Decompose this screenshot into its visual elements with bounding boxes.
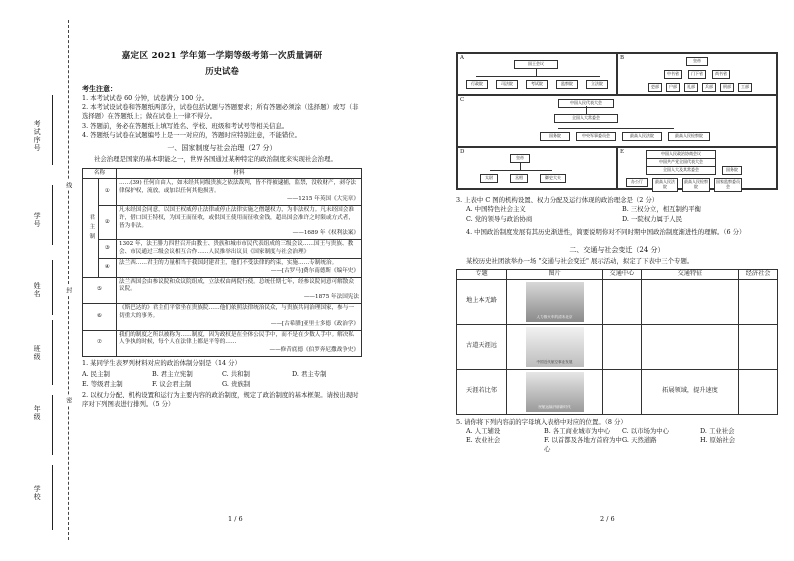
option: B. 君主立宪制 (152, 370, 193, 379)
photo-caption: 民航运输开辟新时代 (538, 405, 571, 410)
diagram-box: 监察院 (556, 80, 578, 89)
structure-diagrams (456, 52, 778, 190)
diagram-box: 办公厅 (626, 178, 648, 187)
diagram-box: 全国人大及其常委会 (646, 166, 716, 175)
diagram-label: D (460, 149, 465, 155)
diagram-box: 国务院 (722, 166, 742, 175)
table-header-row (83, 168, 362, 179)
material-text: 法兰西……君主的力量相当于我国封建君主，他们不受法律的约束，实施……专制统治。 (119, 259, 338, 266)
diagram-box: 门下省 (688, 70, 706, 79)
answer-cell (603, 279, 642, 324)
diagram-box: 国务院 (540, 132, 570, 141)
diagram-a (457, 53, 617, 95)
row-number: ⑦ (83, 330, 117, 356)
row-number: ② (98, 205, 116, 239)
table-row (83, 304, 362, 330)
page-number-1: 1 / 6 (228, 515, 243, 523)
diagram-box: 最高人民法院 (622, 132, 662, 141)
transport-table (456, 269, 778, 415)
margin-label-school: 学校 (33, 485, 42, 501)
diagram-box: 皇帝 (510, 154, 530, 163)
material-text: 凡未经国会同意，以国王权威停止法律或停止法律实施之僭越权力，为非法权力。凡未经国会准许，借口国王特权，为国王而征收，或供国王使用而征收金钱，超出国会准许之时限或方式者，皆为非法。 (119, 206, 354, 229)
notice-item: 1. 本考试试卷 60 分钟，试卷满分 100 分。 (82, 93, 209, 102)
margin-line (52, 95, 53, 165)
answer-cell (641, 279, 738, 324)
material-table (82, 168, 362, 357)
option: F. 以首都及各地方首府为中心 (544, 436, 622, 454)
table-header-material: 材料 (117, 168, 362, 179)
option: G. 天然道路 (622, 436, 657, 445)
table-row (457, 324, 778, 369)
photo-cell (507, 279, 603, 324)
topic-cell: 地上本无路 (457, 279, 507, 324)
row-material (117, 258, 362, 277)
margin-line (52, 395, 53, 455)
diagram-box: 中国人民代表大会 (558, 99, 614, 108)
seal-mark-line: 线 (64, 182, 72, 188)
option: D. 一院权力属于人民 (622, 214, 683, 223)
option: D. 工业社会 (700, 426, 735, 435)
question-5-options (456, 427, 778, 455)
photo-caption: 人力推火车的清末北京 (536, 315, 573, 320)
diagram-b (617, 53, 777, 95)
diagram-box: 行政院 (466, 80, 488, 89)
table-row (83, 205, 362, 239)
diagram-label: B (620, 55, 625, 61)
page-number-2: 2 / 6 (600, 515, 615, 523)
col-header: 交通中心 (603, 269, 642, 279)
topic-cell: 天涯若比邻 (457, 369, 507, 414)
diagram-box: 吏部 (648, 83, 662, 92)
diagram-box: 立法院 (586, 80, 608, 89)
seal-line (68, 20, 69, 540)
group-label: 君主制 (83, 179, 99, 277)
diagram-box: 司法院 (496, 80, 518, 89)
option: C. 党的领导与政治协商 (466, 214, 533, 223)
question-2: 2. 以权力分配、机构设置和运行为主要内容的政治制度，规定了政治制度的基本框架。请按出现时序对下列图表进行排列。（5 分） (82, 390, 359, 409)
seal-mark-secret: 密 (64, 397, 72, 403)
diagram-box: 考试院 (526, 80, 548, 89)
notice-heading: 考生注意： (82, 83, 117, 93)
answer-cell (739, 324, 778, 369)
photo-cell (507, 324, 603, 369)
diagram-box: 尚书省 (712, 70, 730, 79)
diagram-box: 国王会议 (514, 60, 558, 69)
answer-cell (739, 369, 778, 414)
diagram-box: 兵部 (702, 83, 716, 92)
option: D. 君主专制 (292, 370, 327, 379)
photo-caption: 中国近代航空事业发展 (536, 360, 573, 365)
row-number: ① (98, 179, 116, 205)
option: H. 原始社会 (700, 436, 736, 445)
margin-line (52, 260, 53, 315)
diagram-box: 中国共产党全国代表大会 (646, 158, 716, 167)
notice-item: 3. 答题前，务必在答题纸上填写姓名、学校、班级和考试号等相关信息。 (82, 121, 289, 130)
notice-item: 2. 本考试设试卷和答题纸两部分，试卷包括试题与答题要求；所有答题必须涂（选择题）或写（非选择题）在答题纸上；做在试卷上一律不得分。 (82, 103, 359, 121)
table-header-row (457, 269, 778, 279)
table-row (83, 277, 362, 303)
exam-title: 嘉定区 2021 学年第一学期等级考第一次质量调研 (121, 51, 323, 61)
table-row (83, 258, 362, 277)
answer-cell (739, 279, 778, 324)
row-material (117, 205, 362, 239)
material-text: 我们的制度之所以被称为……制度，因为政权是在全体公民手中，而不是在少数人手中。解决私人争执的时候，每个人在法律上都是平等的…… (119, 331, 354, 346)
row-material (117, 277, 362, 303)
diagram-box: 最高人民检察院 (668, 132, 710, 141)
question-3-options (456, 205, 778, 224)
row-material (117, 330, 362, 356)
col-header: 专题 (457, 269, 507, 279)
page-two (456, 52, 778, 455)
question-4: 4. 中国政治制度发展有其历史渐进性，简要说明你对不同时期中国政治制度渐进性的理解。（6 分） (466, 227, 746, 236)
answer-cell: 拓展领域，提升速度 (641, 369, 738, 414)
option: A. 民主制 (82, 370, 110, 379)
material-text: ……(39) 任何自由人，如未经其同级贵族之依法裁判，皆不得被逮捕，监禁，没收财产，剥夺法律保护权，流放，或加以任何其他损害。 (119, 180, 357, 195)
question-1: 1. 某同学生表罗列材料对应的政治体制分别是（14 分） (82, 359, 241, 367)
option: A. 中国特色社会主义 (466, 205, 526, 214)
exam-subtitle: 历史试卷 (205, 66, 239, 77)
diagram-box: 最高人民法院 (652, 178, 678, 192)
notice-item: 4. 答题纸与试卷在试题编号上是一一对应的，答题时应特别注意，不能错位。 (82, 130, 302, 139)
question-1-options (82, 370, 362, 389)
diagram-box: 皇帝 (686, 57, 708, 66)
section-two-title: 二、交通与社会变迁（24 分） (569, 246, 665, 255)
table-row (457, 279, 778, 324)
answer-cell (603, 324, 642, 369)
question-3: 3. 上表中 C 图的机构设置、权力分配及运行体现的政治理念是（2 分） (456, 196, 659, 204)
diagram-box: 全国人大常委会 (554, 114, 618, 123)
row-material (117, 179, 362, 205)
option: E. 等级君主制 (82, 379, 123, 388)
row-number: ⑥ (83, 304, 117, 330)
page-one (82, 50, 362, 409)
col-header: 交通特征 (641, 269, 738, 279)
diagram-box: 中央军事委员会 (576, 132, 616, 141)
table-row (83, 240, 362, 259)
photo-airplane (526, 327, 584, 367)
row-material (117, 304, 362, 330)
diagram-box: 中书省 (664, 70, 682, 79)
margin-label-grade: 年级 (33, 405, 42, 421)
option: F. 议会君主制 (152, 379, 192, 388)
margin-line (52, 320, 53, 385)
margin-label-student-no: 学号 (33, 212, 42, 228)
section-one-title: 一、国家制度与社会治理（27 分） (167, 144, 277, 153)
option: A. 人工辅设 (466, 426, 501, 435)
table-header-name: 名称 (83, 168, 117, 179)
diagram-label: E (620, 149, 625, 155)
diagram-box: 中国人民政治协商会议 (646, 150, 716, 159)
material-text: 法兰西国会由参议院和众议院组成，立法权由两院行使。总统任期七年，经参议院同意可解散众议院。 (119, 278, 354, 293)
row-number: ③ (98, 240, 116, 259)
table-row (83, 330, 362, 356)
diagram-box: 国家监察委员会 (714, 178, 742, 192)
diagram-label: A (460, 55, 464, 61)
seal-mark-seal: 封 (64, 287, 72, 293)
margin-label-name: 姓名 (33, 282, 42, 298)
answer-cell (603, 369, 642, 414)
material-text: 《斯巴达的》君主们平常坐在贵族院……他们依照法律统治民众，与贵族共同治理国家，参与一切重大的事务。 (119, 305, 354, 319)
material-text: 1302 年，法王腓力四世召开由教士、贵族和城市市民代表组成的三级会议……国王与贵族、教会、市民通过三级会议相互合作……人民推举出议员《国家制度与社会治理》 (119, 241, 354, 256)
photo-aircraft (526, 372, 584, 412)
diagram-box: 礼部 (684, 83, 698, 92)
col-header: 经济社会 (739, 269, 778, 279)
section-two-intro: 某校历史社团欲举办一场 "交通与社会变迁" 展示活动，拟定了下表中三个专题。 (466, 257, 694, 266)
row-number: ④ (98, 258, 116, 277)
material-source: ——1215 年英国《大宪章》 (287, 196, 359, 203)
diagram-box: 刑部 (720, 83, 734, 92)
col-header: 图片 (507, 269, 603, 279)
diagram-box: 工部 (738, 83, 752, 92)
binding-margin (0, 0, 80, 561)
diagram-box: 户部 (666, 83, 680, 92)
margin-label-class: 班级 (33, 345, 42, 361)
option: C. 共和制 (222, 370, 250, 379)
material-source: ——[古罗马]费尔南德斯《编年史》 (270, 267, 359, 274)
diagram-c (457, 95, 777, 147)
material-source: ——[古希腊]亚里士多德《政治学》 (270, 320, 359, 327)
section-one-intro: 社会治理是国家的基本职能之一，世界各国通过某种特定的政治制度来实现社会治理。 (94, 155, 337, 164)
option: E. 农业社会 (466, 436, 501, 445)
margin-label-exam-no: 考试序号 (33, 120, 42, 152)
table-row (83, 179, 362, 205)
row-number: ⑤ (83, 277, 117, 303)
material-source: ——修昔底德《伯罗奔尼撒战争史》 (269, 347, 359, 354)
diagram-label: C (460, 97, 465, 103)
table-row (457, 369, 778, 414)
answer-cell (641, 324, 738, 369)
photo-laborers (526, 282, 584, 322)
material-source: ——1875 年法国宪法 (303, 294, 359, 301)
diagram-box: 丞相 (510, 174, 528, 183)
option: B. 各工商业城市为中心 (544, 426, 611, 435)
option: G. 贵族制 (222, 379, 251, 388)
option: C. 以市场为中心 (622, 426, 670, 435)
diagram-d (457, 147, 617, 189)
diagram-box: 御史大夫 (540, 174, 566, 183)
diagram-box: 最高人民检察院 (682, 178, 710, 192)
option: B. 三权分立，相互制约平衡 (622, 205, 702, 214)
diagram-e (617, 147, 777, 189)
material-source: ——1689 年《权利法案》 (292, 230, 359, 237)
diagram-box: 太尉 (480, 174, 498, 183)
notice-block (82, 84, 362, 141)
margin-line (52, 185, 53, 245)
topic-cell: 古道天涯远 (457, 324, 507, 369)
question-5: 5. 请你将下列内容前的字母填入表格中对应的位置。（8 分） (456, 417, 627, 426)
row-material (117, 240, 362, 259)
photo-cell (507, 369, 603, 414)
margin-line (52, 465, 53, 530)
